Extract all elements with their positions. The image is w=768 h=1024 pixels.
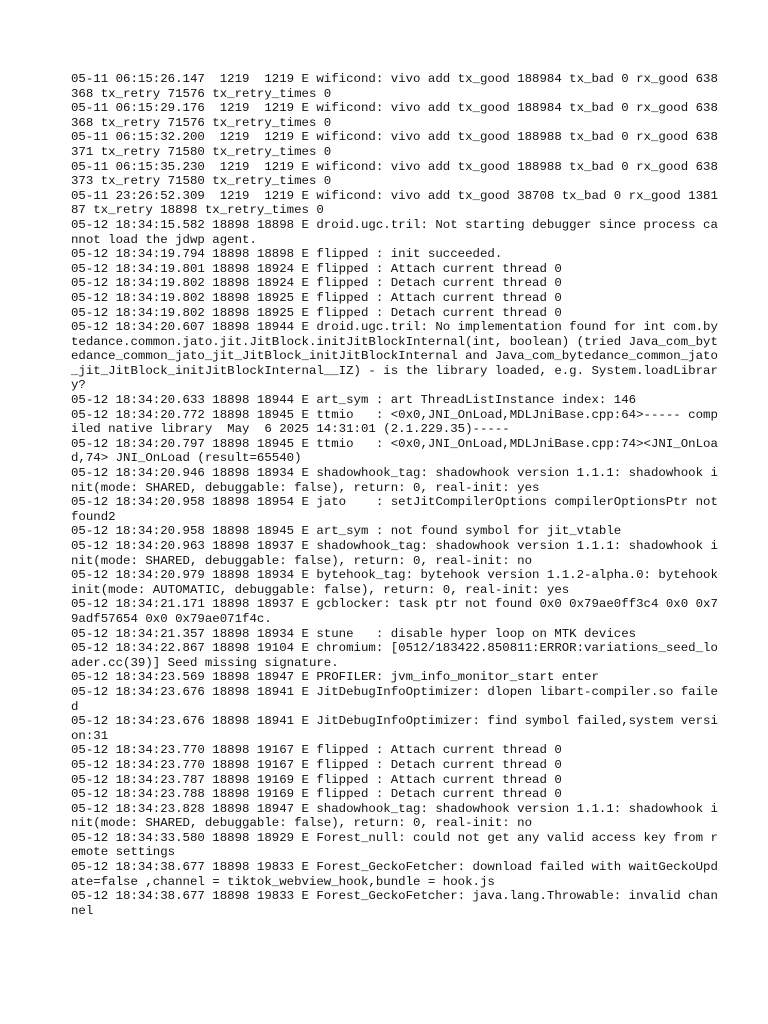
log-line: 05-12 18:34:20.607 18898 18944 E droid.ugc.tril: No implementation found for int com.bytedance.common.jato.jit.JitBlock.initJitBlockInternal(int, boolean) (tried Java_com_bytedance_common_jato_jit_JitBlock_initJitBlockInternal and Java_com_bytedance_common_jato_jit_JitBlock_initJitBlockInternal__IZ) - is the library loaded, e.g. System.loadLibrary? [71,320,718,393]
log-line: 05-12 18:34:23.787 18898 19169 E flipped : Attach current thread 0 [71,772,562,787]
log-line: 05-12 18:34:19.802 18898 18924 E flipped : Detach current thread 0 [71,276,562,291]
log-line: 05-12 18:34:20.946 18898 18934 E shadowhook_tag: shadowhook version 1.1.1: shadowhook init(mode: SHARED, debuggable: false), return: 0, real-init: yes [71,466,718,495]
log-line: 05-12 18:34:19.801 18898 18924 E flipped : Attach current thread 0 [71,261,562,276]
log-line: 05-12 18:34:20.958 18898 18945 E art_sym : not found symbol for jit_vtable [71,524,622,539]
log-line: 05-12 18:34:20.633 18898 18944 E art_sym : art ThreadListInstance index: 146 [71,393,637,408]
log-line: 05-12 18:34:23.676 18898 18941 E JitDebugInfoOptimizer: find symbol failed,system version:31 [71,714,718,743]
log-line: 05-11 06:15:26.147 1219 1219 E wificond: vivo add tx_good 188984 tx_bad 0 rx_good 638368 tx_retry 71576 tx_retry_times 0 [71,72,718,101]
log-line: 05-12 18:34:20.963 18898 18937 E shadowhook_tag: shadowhook version 1.1.1: shadowhook init(mode: SHARED, debuggable: false), return: 0, real-init: no [71,539,718,568]
log-line: 05-12 18:34:23.828 18898 18947 E shadowhook_tag: shadowhook version 1.1.1: shadowhook init(mode: SHARED, debuggable: false), return: 0, real-init: no [71,801,718,831]
log-line: 05-11 06:15:32.200 1219 1219 E wificond: vivo add tx_good 188988 tx_bad 0 rx_good 638371 tx_retry 71580 tx_retry_times 0 [71,130,718,159]
log-line: 05-12 18:34:21.357 18898 18934 E stune : disable hyper loop on MTK devices [71,626,637,641]
log-line: 05-12 18:34:23.770 18898 19167 E flipped : Attach current thread 0 [71,743,562,758]
log-line: 05-12 18:34:38.677 18898 19833 E Forest_GeckoFetcher: java.lang.Throwable: invalid channel [71,889,718,918]
log-line: 05-12 18:34:22.867 18898 19104 E chromium: [0512/183422.850811:ERROR:variations_seed_loader.cc(39)] Seed missing signature. [71,641,718,670]
log-line: 05-12 18:34:15.582 18898 18898 E droid.ugc.tril: Not starting debugger since process cannot load the jdwp agent. [71,217,718,247]
log-line: 05-12 18:34:19.802 18898 18925 E flipped : Attach current thread 0 [71,290,562,305]
log-line: 05-12 18:34:21.171 18898 18937 E gcblocker: task ptr not found 0x0 0x79ae0ff3c4 0x0 0x79adf57654 0x0 0x79ae071f4c. [71,597,718,626]
log-line: 05-12 18:34:38.677 18898 19833 E Forest_GeckoFetcher: download failed with waitGeckoUpdate=false ,channel = tiktok_webview_hook,bundle = hook.js [71,860,718,889]
log-line: 05-12 18:34:23.569 18898 18947 E PROFILER: jvm_info_monitor_start enter [71,670,599,685]
log-line: 05-12 18:34:20.772 18898 18945 E ttmio : <0x0,JNI_OnLoad,MDLJniBase.cpp:64>----- compiled native library May 6 2025 14:31:01 (2.1.229.35)----- [71,407,718,437]
log-line: 05-12 18:34:33.580 18898 18929 E Forest_null: could not get any valid access key from remote settings [71,830,718,860]
log-line: 05-12 18:34:20.958 18898 18954 E jato : setJitCompilerOptions compilerOptionsPtr not found2 [71,495,726,524]
log-line: 05-12 18:34:20.979 18898 18934 E bytehook_tag: bytehook version 1.1.2-alpha.0: bytehook init(mode: AUTOMATIC, debuggable: false), return: 0, real-init: yes [71,568,726,597]
log-document [71,72,726,918]
log-line: 05-12 18:34:19.802 18898 18925 E flipped : Detach current thread 0 [71,305,562,320]
log-line: 05-12 18:34:23.770 18898 19167 E flipped : Detach current thread 0 [71,757,562,772]
log-line: 05-12 18:34:19.794 18898 18898 E flipped : init succeeded. [71,247,503,262]
log-line: 05-12 18:34:23.676 18898 18941 E JitDebugInfoOptimizer: dlopen libart-compiler.so failed [71,684,718,714]
log-line: 05-12 18:34:23.788 18898 19169 E flipped : Detach current thread 0 [71,787,562,802]
log-line: 05-12 18:34:20.797 18898 18945 E ttmio : <0x0,JNI_OnLoad,MDLJniBase.cpp:74><JNI_OnLoad,74> JNI_OnLoad (result=65540) [71,436,718,466]
log-line: 05-11 06:15:29.176 1219 1219 E wificond: vivo add tx_good 188984 tx_bad 0 rx_good 638368 tx_retry 71576 tx_retry_times 0 [71,101,718,130]
log-line: 05-11 23:26:52.309 1219 1219 E wificond: vivo add tx_good 38708 tx_bad 0 rx_good 138187 tx_retry 18898 tx_retry_times 0 [71,188,718,218]
log-line: 05-11 06:15:35.230 1219 1219 E wificond: vivo add tx_good 188988 tx_bad 0 rx_good 638373 tx_retry 71580 tx_retry_times 0 [71,159,718,189]
